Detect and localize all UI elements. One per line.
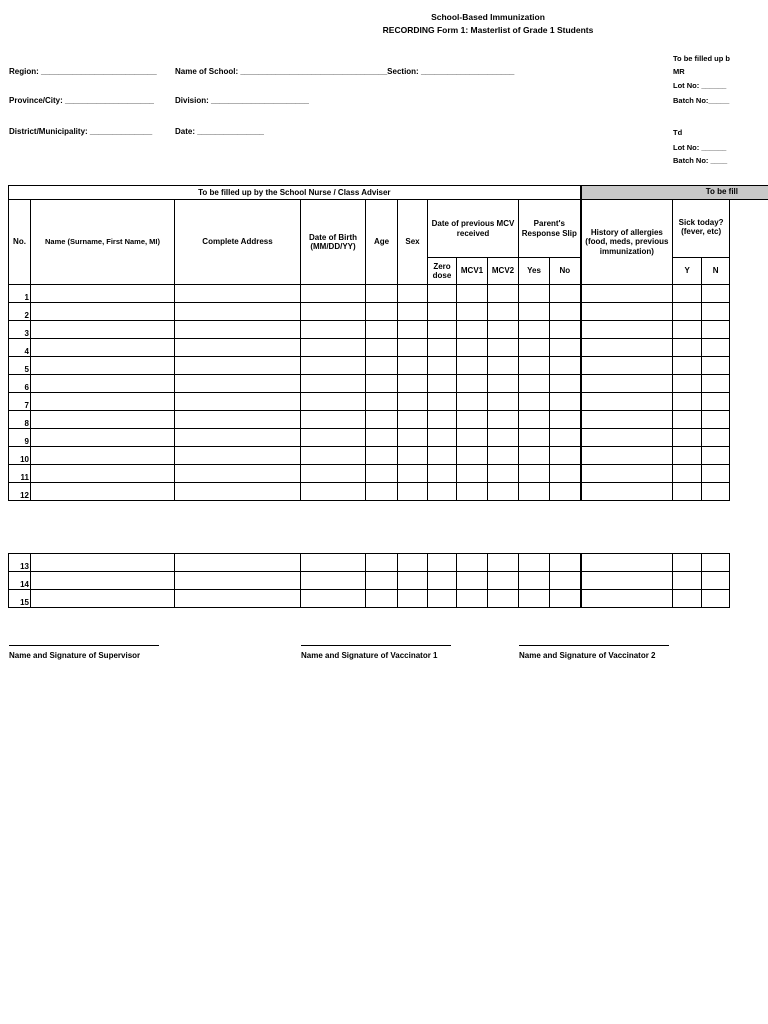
table-cell[interactable] <box>31 554 175 572</box>
table-cell[interactable] <box>702 483 730 501</box>
table-cell[interactable] <box>581 375 673 393</box>
row-number: 9 <box>9 429 31 447</box>
table-cell[interactable] <box>457 572 488 590</box>
table-cell[interactable] <box>519 393 550 411</box>
table-cell[interactable] <box>581 554 673 572</box>
table-cell[interactable] <box>428 590 457 608</box>
table-cell[interactable] <box>398 590 428 608</box>
table-cell[interactable] <box>550 303 581 321</box>
table-cell[interactable] <box>428 357 457 375</box>
table-cell[interactable] <box>702 429 730 447</box>
table-cell[interactable] <box>457 339 488 357</box>
table-row <box>9 303 730 321</box>
table-cell[interactable] <box>301 590 366 608</box>
table-cell[interactable] <box>550 590 581 608</box>
table-cell[interactable] <box>301 572 366 590</box>
table-cell[interactable] <box>31 375 175 393</box>
table-cell[interactable] <box>550 285 581 303</box>
table-cell[interactable] <box>581 393 673 411</box>
table-cell[interactable] <box>488 447 519 465</box>
table-cell[interactable] <box>581 429 673 447</box>
table-cell[interactable] <box>702 393 730 411</box>
table-cell[interactable] <box>366 465 398 483</box>
table-cell[interactable] <box>175 483 301 501</box>
table-cell[interactable] <box>550 357 581 375</box>
division-field: Division: ______________________ <box>175 96 309 105</box>
td-lot-field: Lot No: ______ <box>673 143 727 152</box>
table-cell[interactable] <box>702 375 730 393</box>
masterlist-table-continued <box>8 553 730 608</box>
vaccinator1-signature-label: Name and Signature of Vaccinator 1 <box>301 651 438 660</box>
table-cell[interactable] <box>673 572 702 590</box>
table-row <box>9 339 730 357</box>
mr-lot-field: Lot No: ______ <box>673 81 727 90</box>
table-cell[interactable] <box>31 411 175 429</box>
row-number: 13 <box>9 554 31 572</box>
table-cell[interactable] <box>457 465 488 483</box>
table-cell[interactable] <box>457 285 488 303</box>
table-cell[interactable] <box>488 357 519 375</box>
table-cell[interactable] <box>550 554 581 572</box>
table-cell[interactable] <box>519 572 550 590</box>
table-cell[interactable] <box>457 554 488 572</box>
table-cell[interactable] <box>175 590 301 608</box>
row-number: 14 <box>9 572 31 590</box>
table-cell[interactable] <box>550 375 581 393</box>
table-cell[interactable] <box>366 321 398 339</box>
table-cell[interactable] <box>175 393 301 411</box>
table-cell[interactable] <box>398 339 428 357</box>
table-row <box>9 411 730 429</box>
supervisor-signature-label: Name and Signature of Supervisor <box>9 651 141 660</box>
table-cell[interactable] <box>581 321 673 339</box>
table-cell[interactable] <box>581 339 673 357</box>
table-cell[interactable] <box>175 465 301 483</box>
table-row <box>9 285 730 303</box>
table-cell[interactable] <box>366 357 398 375</box>
table-cell[interactable] <box>673 303 702 321</box>
table-cell[interactable] <box>550 321 581 339</box>
table-cell[interactable] <box>175 411 301 429</box>
table-row <box>9 483 730 501</box>
table-row <box>9 393 730 411</box>
table-cell[interactable] <box>673 483 702 501</box>
table-cell[interactable] <box>702 357 730 375</box>
vaccinator1-signature-line <box>301 645 451 646</box>
col-slip-header: Parent's Response Slip <box>519 200 581 258</box>
table-cell[interactable] <box>366 447 398 465</box>
col-n-header: N <box>702 258 730 285</box>
school-section-field: Name of School: _________________________________Section: _____________________ <box>175 67 515 76</box>
table-cell[interactable] <box>519 303 550 321</box>
table-cell[interactable] <box>428 465 457 483</box>
row-number: 12 <box>9 483 31 501</box>
table-cell[interactable] <box>428 303 457 321</box>
table-cell[interactable] <box>366 285 398 303</box>
table-cell[interactable] <box>581 590 673 608</box>
table-cell[interactable] <box>175 447 301 465</box>
row-number: 1 <box>9 285 31 303</box>
table-cell[interactable] <box>457 375 488 393</box>
row-number: 11 <box>9 465 31 483</box>
table-cell[interactable] <box>550 483 581 501</box>
table-cell[interactable] <box>488 572 519 590</box>
table-cell[interactable] <box>175 303 301 321</box>
table-cell[interactable] <box>31 285 175 303</box>
table-cell[interactable] <box>488 554 519 572</box>
table-cell[interactable] <box>457 357 488 375</box>
table-cell[interactable] <box>175 285 301 303</box>
table-cell[interactable] <box>301 429 366 447</box>
col-allergy-header: History of allergies (food, meds, previous immunization) <box>581 200 673 285</box>
table-cell[interactable] <box>301 357 366 375</box>
table-cell[interactable] <box>366 429 398 447</box>
col-mcv1-header: MCV1 <box>457 258 488 285</box>
table-cell[interactable] <box>428 483 457 501</box>
row-number: 5 <box>9 357 31 375</box>
row-number: 10 <box>9 447 31 465</box>
table-cell[interactable] <box>702 303 730 321</box>
table-cell[interactable] <box>581 447 673 465</box>
table-cell[interactable] <box>702 572 730 590</box>
table-cell[interactable] <box>550 411 581 429</box>
table-cell[interactable] <box>457 429 488 447</box>
table-cell[interactable] <box>519 590 550 608</box>
table-cell[interactable] <box>175 375 301 393</box>
table-cell[interactable] <box>702 411 730 429</box>
row-number: 6 <box>9 375 31 393</box>
col-mcv2-header: MCV2 <box>488 258 519 285</box>
table-cell[interactable] <box>673 357 702 375</box>
table-cell[interactable] <box>519 447 550 465</box>
table-cell[interactable] <box>488 393 519 411</box>
table-cell[interactable] <box>488 590 519 608</box>
table-cell[interactable] <box>175 339 301 357</box>
table-cell[interactable] <box>488 339 519 357</box>
table-cell[interactable] <box>398 375 428 393</box>
col-dob-header: Date of Birth (MM/DD/YY) <box>301 200 366 285</box>
table-cell[interactable] <box>301 465 366 483</box>
table-cell[interactable] <box>581 465 673 483</box>
table-row <box>9 554 730 572</box>
table-cell[interactable] <box>550 465 581 483</box>
table-cell[interactable] <box>366 339 398 357</box>
col-name-header: Name (Surname, First Name, MI) <box>31 200 175 285</box>
table-cell[interactable] <box>702 465 730 483</box>
table-cell[interactable] <box>519 285 550 303</box>
row-number: 4 <box>9 339 31 357</box>
table-cell[interactable] <box>673 590 702 608</box>
table-cell[interactable] <box>488 465 519 483</box>
table-cell[interactable] <box>398 429 428 447</box>
table-cell[interactable] <box>550 447 581 465</box>
table-cell[interactable] <box>398 411 428 429</box>
table-cell[interactable] <box>398 321 428 339</box>
table-cell[interactable] <box>428 321 457 339</box>
table-cell[interactable] <box>673 554 702 572</box>
col-no-sub-header: No <box>550 258 581 285</box>
table-cell[interactable] <box>366 572 398 590</box>
table-cell[interactable] <box>488 483 519 501</box>
table-cell[interactable] <box>301 303 366 321</box>
table-cell[interactable] <box>366 483 398 501</box>
table-cell[interactable] <box>428 411 457 429</box>
table-cell[interactable] <box>175 357 301 375</box>
table-cell[interactable] <box>673 411 702 429</box>
table-row <box>9 321 730 339</box>
col-mcv-header: Date of previous MCV received <box>428 200 519 258</box>
table-cell[interactable] <box>31 572 175 590</box>
row-number: 7 <box>9 393 31 411</box>
table-cell[interactable] <box>31 357 175 375</box>
table-cell[interactable] <box>31 393 175 411</box>
table-cell[interactable] <box>702 321 730 339</box>
table-cell[interactable] <box>519 357 550 375</box>
table-cell[interactable] <box>301 321 366 339</box>
table-cell[interactable] <box>457 590 488 608</box>
form-title: School-Based Immunization <box>431 12 545 22</box>
table-cell[interactable] <box>673 465 702 483</box>
table-body-part1 <box>9 285 730 501</box>
row-number: 15 <box>9 590 31 608</box>
row-number: 8 <box>9 411 31 429</box>
row-number: 3 <box>9 321 31 339</box>
table-cell[interactable] <box>519 339 550 357</box>
col-no-header: No. <box>9 200 31 285</box>
table-cell[interactable] <box>366 411 398 429</box>
table-cell[interactable] <box>301 483 366 501</box>
table-cell[interactable] <box>175 429 301 447</box>
table-cell[interactable] <box>398 572 428 590</box>
table-cell[interactable] <box>398 447 428 465</box>
table-cell[interactable] <box>488 321 519 339</box>
table-cell[interactable] <box>31 339 175 357</box>
table-cell[interactable] <box>702 447 730 465</box>
table-cell[interactable] <box>581 411 673 429</box>
col-address-header: Complete Address <box>175 200 301 285</box>
table-cell[interactable] <box>428 447 457 465</box>
table-cell[interactable] <box>457 483 488 501</box>
td-label: Td <box>673 128 683 137</box>
table-cell[interactable] <box>301 393 366 411</box>
table-cell[interactable] <box>428 285 457 303</box>
table-cell[interactable] <box>581 483 673 501</box>
table-cell[interactable] <box>488 375 519 393</box>
table-cell[interactable] <box>398 357 428 375</box>
district-field: District/Municipality: ______________ <box>9 127 153 136</box>
col-sex-header: Sex <box>398 200 428 285</box>
table-cell[interactable] <box>550 572 581 590</box>
col-zero-header: Zero dose <box>428 258 457 285</box>
table-cell[interactable] <box>519 465 550 483</box>
date-field: Date: _______________ <box>175 127 264 136</box>
table-cell[interactable] <box>398 285 428 303</box>
province-field: Province/City: ____________________ <box>9 96 154 105</box>
table-cell[interactable] <box>673 339 702 357</box>
table-cell[interactable] <box>301 285 366 303</box>
table-cell[interactable] <box>31 429 175 447</box>
table-cell[interactable] <box>550 429 581 447</box>
table-cell[interactable] <box>31 590 175 608</box>
masterlist-table <box>8 185 730 501</box>
table-cell[interactable] <box>519 483 550 501</box>
table-row <box>9 590 730 608</box>
table-cell[interactable] <box>301 554 366 572</box>
mr-batch-field: Batch No:_____ <box>673 96 730 105</box>
table-row <box>9 375 730 393</box>
table-cell[interactable] <box>175 572 301 590</box>
vaccinator2-signature-line <box>519 645 669 646</box>
table-cell[interactable] <box>31 465 175 483</box>
table-cell[interactable] <box>550 393 581 411</box>
table-row <box>9 447 730 465</box>
table-cell[interactable] <box>398 483 428 501</box>
table-cell[interactable] <box>702 339 730 357</box>
table-cell[interactable] <box>301 375 366 393</box>
table-cell[interactable] <box>581 285 673 303</box>
table-cell[interactable] <box>31 303 175 321</box>
table-body-part2 <box>9 554 730 608</box>
table-cell[interactable] <box>301 447 366 465</box>
table-cell[interactable] <box>488 285 519 303</box>
table-cell[interactable] <box>519 375 550 393</box>
table-cell[interactable] <box>457 411 488 429</box>
table-row <box>9 429 730 447</box>
table-cell[interactable] <box>366 554 398 572</box>
table-cell[interactable] <box>175 554 301 572</box>
table-cell[interactable] <box>519 411 550 429</box>
table-cell[interactable] <box>366 303 398 321</box>
table-cell[interactable] <box>519 554 550 572</box>
col-yes-header: Yes <box>519 258 550 285</box>
td-batch-field: Batch No: ____ <box>673 156 728 165</box>
table-cell[interactable] <box>398 303 428 321</box>
table-row <box>9 572 730 590</box>
right-panel-header: To be filled up b <box>673 54 730 63</box>
table-cell[interactable] <box>31 321 175 339</box>
table-cell[interactable] <box>673 375 702 393</box>
table-cell[interactable] <box>702 590 730 608</box>
mr-label: MR <box>673 67 685 76</box>
table-cell[interactable] <box>457 447 488 465</box>
table-cell[interactable] <box>301 411 366 429</box>
table-cell[interactable] <box>457 303 488 321</box>
table-cell[interactable] <box>428 393 457 411</box>
form-subtitle: RECORDING Form 1: Masterlist of Grade 1 Students <box>382 25 594 35</box>
table-cell[interactable] <box>488 303 519 321</box>
col-y-header: Y <box>673 258 702 285</box>
table-cell[interactable] <box>428 339 457 357</box>
table-cell[interactable] <box>428 375 457 393</box>
table-cell[interactable] <box>398 465 428 483</box>
row-number: 2 <box>9 303 31 321</box>
vaccinator2-signature-label: Name and Signature of Vaccinator 2 <box>519 651 656 660</box>
col-sick-header: Sick today? (fever, etc) <box>673 200 730 258</box>
table-cell[interactable] <box>488 429 519 447</box>
region-field: Region: __________________________ <box>9 67 157 76</box>
table-cell[interactable] <box>673 285 702 303</box>
table-cell[interactable] <box>488 411 519 429</box>
table-cell[interactable] <box>581 572 673 590</box>
table-cell[interactable] <box>31 447 175 465</box>
table-row <box>9 465 730 483</box>
table-cell[interactable] <box>581 303 673 321</box>
table-cell[interactable] <box>366 590 398 608</box>
table-cell[interactable] <box>457 321 488 339</box>
table-cell[interactable] <box>428 572 457 590</box>
table-cell[interactable] <box>702 554 730 572</box>
table-cell[interactable] <box>301 339 366 357</box>
table-cell[interactable] <box>398 393 428 411</box>
col-age-header: Age <box>366 200 398 285</box>
table-cell[interactable] <box>366 393 398 411</box>
section-right-label: To be fill <box>705 187 738 196</box>
table-cell[interactable] <box>31 483 175 501</box>
table-cell[interactable] <box>398 554 428 572</box>
table-cell[interactable] <box>581 357 673 375</box>
table-cell[interactable] <box>519 429 550 447</box>
table-cell[interactable] <box>428 554 457 572</box>
supervisor-signature-line <box>9 645 159 646</box>
table-cell[interactable] <box>673 393 702 411</box>
table-cell[interactable] <box>457 393 488 411</box>
table-cell[interactable] <box>519 321 550 339</box>
table-cell[interactable] <box>673 447 702 465</box>
table-cell[interactable] <box>550 339 581 357</box>
table-row <box>9 357 730 375</box>
table-cell[interactable] <box>428 429 457 447</box>
table-cell[interactable] <box>673 321 702 339</box>
table-cell[interactable] <box>175 321 301 339</box>
section-left-header: To be filled up by the School Nurse / Class Adviser <box>9 186 581 200</box>
table-cell[interactable] <box>366 375 398 393</box>
table-cell[interactable] <box>702 285 730 303</box>
table-cell[interactable] <box>673 429 702 447</box>
